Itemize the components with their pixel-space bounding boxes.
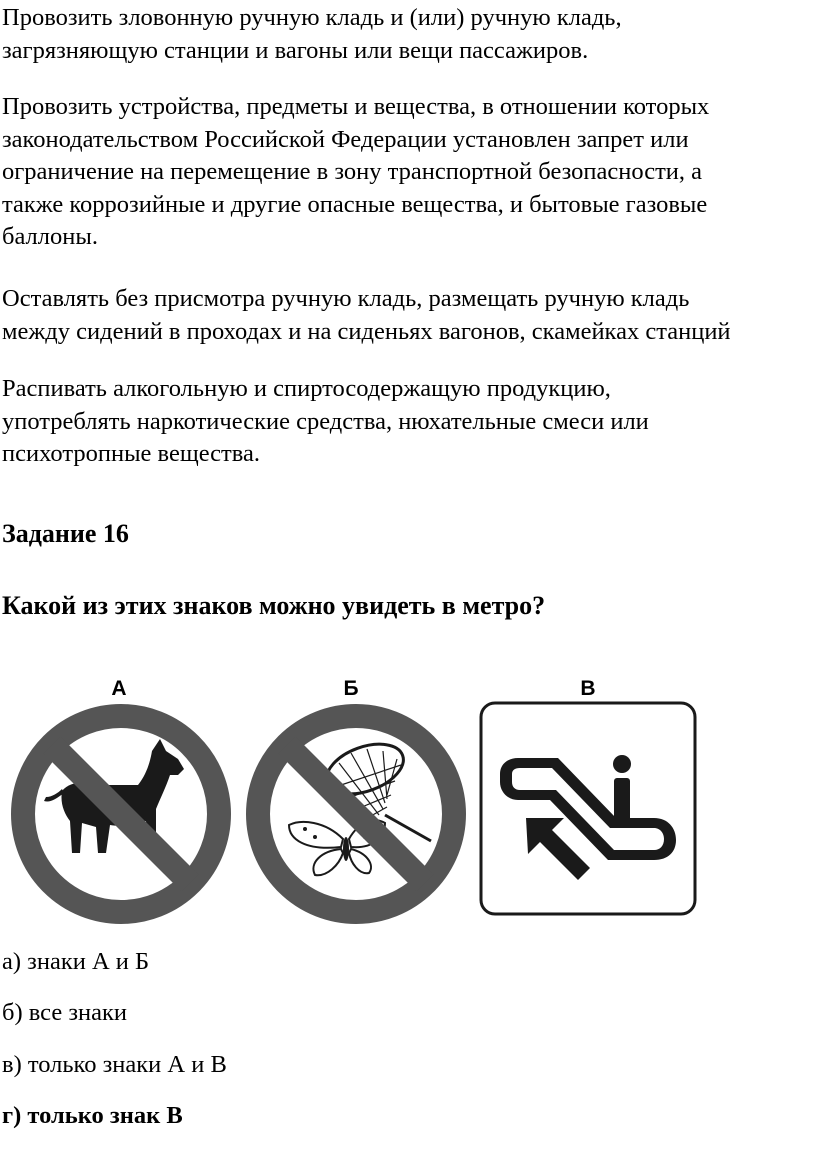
answer-g: г) только знак В	[2, 1102, 183, 1129]
no-butterfly-net-icon	[245, 703, 467, 925]
task-title: Задание 16	[2, 519, 129, 548]
paragraph-1: Провозить зловонную ручную кладь и (или) ручную кладь, загрязняющую станции и вагоны или вещи пассажиров.	[2, 4, 622, 64]
paragraph-4: Распивать алкогольную и спиртосодержащую продукцию, употреблять наркотические средства, нюхательные смеси или психотропные вещества.	[2, 375, 649, 467]
answer-v: в) только знаки А и В	[2, 1051, 227, 1078]
paragraph-2: Провозить устройства, предметы и вещества, в отношении которых законодательством Российской Федерации установлен запрет или ограничение на перемещение в зону транспортной безопасности, а также коррозийные и другие опасные вещества, и бытовые газовые баллоны.	[2, 93, 710, 250]
sign-a-label: А	[111, 677, 127, 700]
escalator-icon	[478, 700, 698, 917]
paragraph-3: Оставлять без присмотра ручную кладь, размещать ручную кладь между сидений в проходах и на сиденьях вагонов, скамейках станций	[2, 285, 731, 345]
sign-b-label: Б	[343, 677, 359, 700]
task-question: Какой из этих знаков можно увидеть в метро?	[2, 591, 546, 620]
answer-b: б) все знаки	[2, 999, 128, 1026]
answer-a: а) знаки А и Б	[2, 948, 150, 975]
sign-v-label: В	[580, 677, 596, 700]
no-dogs-icon	[10, 703, 232, 925]
